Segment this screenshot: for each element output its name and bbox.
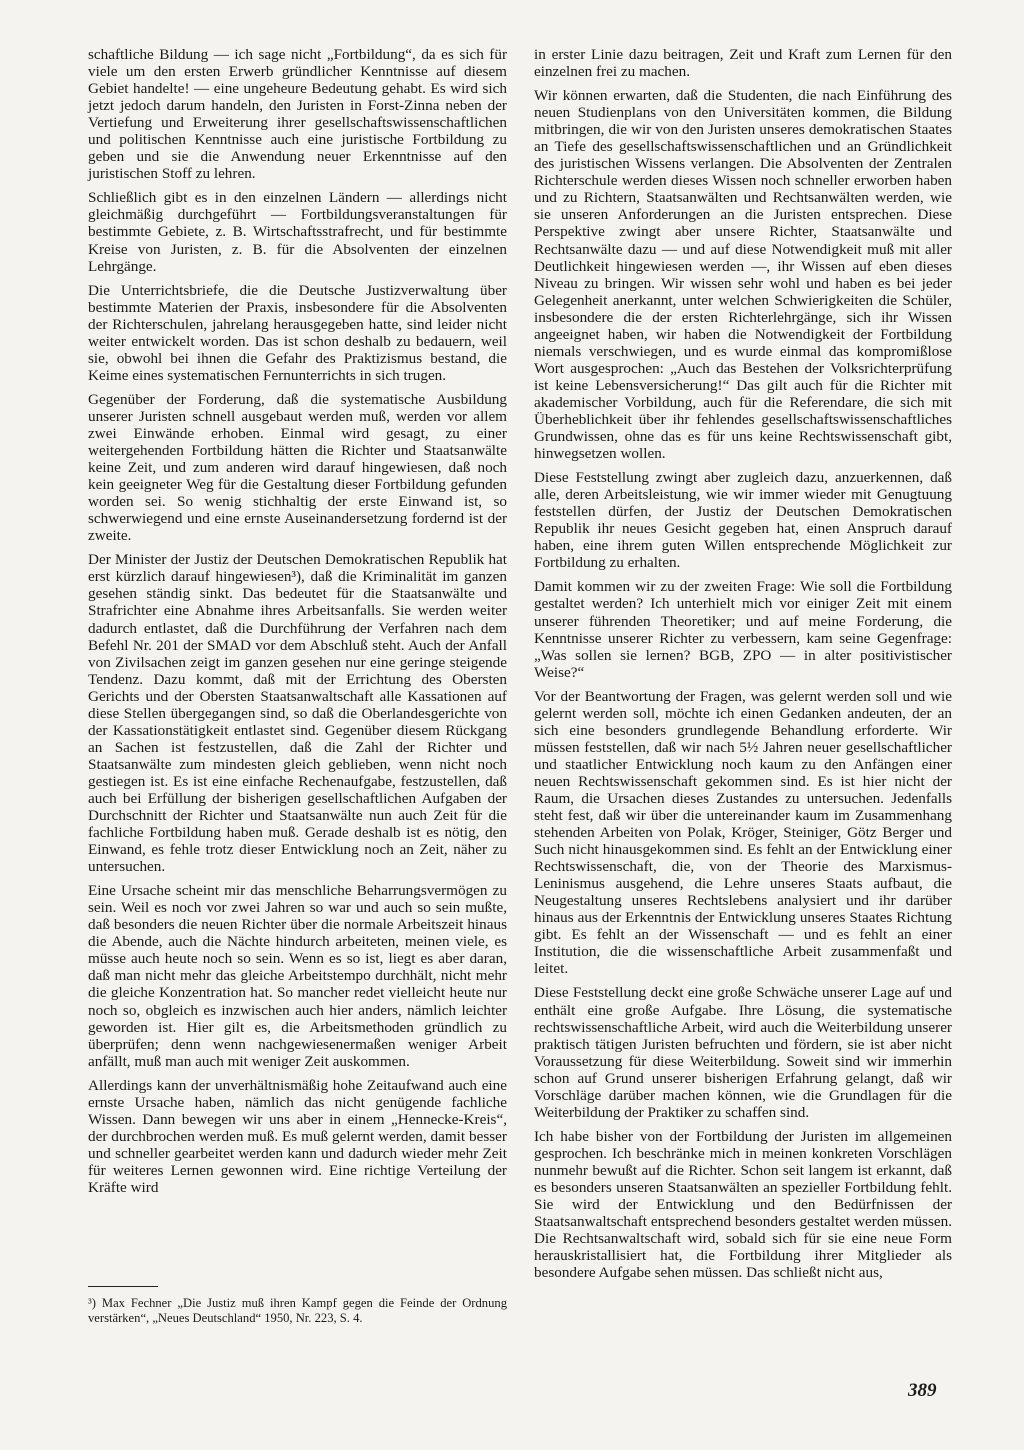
paragraph: Vor der Beantwortung der Fragen, was gelernt werden soll und wie gelernt werden soll, möchte ich einen Gedanken andeuten, der an sich eine besonders grundlegende Behandlung erforderte. Wir müssen feststellen, daß wir nach 5½ Jahren neuer gesellschaftlicher und staatlicher Entwicklung noch kaum zu den Anfängen einer neuen Rechtswissenschaft gekommen sind. Es ist hier nicht der Raum, die Ursachen dieses Zustandes zu untersuchen. Jedenfalls steht fest, daß wir über die untereinander kaum im Zusammenhang stehenden Arbeiten von Polak, Kröger, Steiniger, Götz Berger und Such nicht hinausgekommen sind. Es fehlt an der Entwicklung einer Rechtswissenschaft, die, von der Theorie des Marxismus-Leninismus ausgehend, die Lehre unseres Staats aufbaut, die Neugestaltung unseres Rechtslebens analysiert und ihr darüber hinaus aus der Erkenntnis der Entwicklung unseres Staates Richtung gibt. Es fehlt an der Wissenschaft — und es fehlt an einer Institution, die die wissenschaftliche Arbeit zusammenfaßt und leitet. (534, 687, 952, 978)
paragraph: in erster Linie dazu beitragen, Zeit und Kraft zum Lernen für den einzelnen frei zu machen. (534, 46, 952, 81)
paragraph: Diese Feststellung deckt eine große Schwäche unserer Lage auf und enthält eine große Aufgabe. Ihre Lösung, die systematische rechtswissenschaftliche Arbeit, wird auch die Weiterbildung unserer praktisch tätigen Juristen befruchten und fördern, sie ist aber nicht Voraussetzung für diese Weiterbildung. Soweit sind wir immerhin schon auf Grund unserer bisherigen Erfahrung gelangt, daß wir Vorschläge darüber machen können, wie die Grundlagen für die Weiterbildung der Praktiker zu schaffen sind. (534, 984, 952, 1121)
paragraph: Die Unterrichtsbriefe, die die Deutsche Justizverwaltung über bestimmte Materien der Praxis, insbesondere für die Absolventen der Richterschulen, jahrelang herausgegeben hatte, sind leider nicht weiter entwickelt worden. Das ist schon deshalb zu bedauern, weil sie, obwohl bei ihnen die Gefahr des Praktizismus bestand, die Keime eines systematischen Fernunterrichts in sich trugen. (88, 281, 507, 384)
paragraph: Eine Ursache scheint mir das menschliche Beharrungsvermögen zu sein. Weil es noch vor zwei Jahren so war und auch so sein mußte, daß besonders die neuen Richter über die normale Arbeitszeit hinaus die Abende, auch die Nächte hindurch arbeiteten, meinen viele, es müsse auch heute noch so sein. Wenn es so ist, liegt es aber daran, daß man nicht mehr das gleiche Arbeitstempo durchhält, nicht mehr die gleiche Konzentration hat. So mancher redet vielleicht heute nur noch so, obgleich es inzwischen auch hier anders, nämlich leichter geworden ist. Hier gilt es, die Arbeitsmethoden gründlich zu überprüfen; denn wenn nachgewiesenermaßen weniger Arbeit anfällt, muß man auch mit weniger Zeit auskommen. (88, 882, 507, 1070)
page-number: 389 (908, 1380, 937, 1401)
paragraph: Ich habe bisher von der Fortbildung der Juristen im allgemeinen gesprochen. Ich beschränke mich in meinen konkreten Vorschlägen nunmehr bewußt auf die Richter. Schon seit langem ist erkannt, daß es besonders unseren Staatsanwälten an spezieller Fortbildung fehlt. Sie wird der Entwicklung und den Bedürfnissen der Staatsanwaltschaft entsprechend besonders gestaltet werden müssen. Die Rechtsanwaltschaft wird, sobald sich für sie eine neue Form herauskristallisiert hat, die Fortbildung ihrer Mitglieder als besondere Aufgabe sehen müssen. Das schließt nicht aus, (534, 1127, 952, 1282)
paragraph: Damit kommen wir zu der zweiten Frage: Wie soll die Fortbildung gestaltet werden? Ich unterhielt mich vor einiger Zeit mit einem unserer führenden Theoretiker; und auf meine Forderung, die Kenntnisse unserer Richter zu verbessern, kam seine Gegenfrage: „Was sollen sie lernen? BGB, ZPO — in alter positivistischer Weise?“ (534, 578, 952, 681)
paragraph: Diese Feststellung zwingt aber zugleich dazu, anzuerkennen, daß alle, deren Arbeitsleistung, wie wir immer wieder mit Genugtuung feststellen dürfen, der Justiz der Deutschen Demokratischen Republik ihr neues Gesicht gegeben hat, einen Anspruch darauf haben, eine ihrem guten Willen entsprechende Möglichkeit zur Fortbildung zu erhalten. (534, 469, 952, 572)
paragraph: schaftliche Bildung — ich sage nicht „Fortbildung“, da es sich für viele um den ersten Erwerb gründlicher Kenntnisse auf diesem Gebiet handelte! — eine ungeheure Bedeutung gehabt. Es wird sich jetzt jedoch darum handeln, den Juristen in Forst-Zinna neben der Vertiefung und Erweiterung ihrer gesellschaftswissenschaftlichen und politischen Kenntnisse auch eine juristische Fortbildung zu geben und sie die Anwendung neuer Erkenntnisse auf den juristischen Stoff zu lehren. (88, 46, 507, 183)
paragraph: Wir können erwarten, daß die Studenten, die nach Einführung des neuen Studienplans von den Universitäten kommen, die Bildung mitbringen, die wir von den Juristen unseres demokratischen Staates an Tiefe des gesellschaftswissenschaftlichen und an Gründlichkeit des juristischen Wissens verlangen. Die Absolventen der Zentralen Richterschule werden dieses Wissen noch schneller erworben haben und zu Richtern, Staatsanwälten und Rechtsanwälten werden, wie sie unseren Anforderungen an die Juristen entsprechen. Diese Perspektive zwingt aber unsere Richter, Staatsanwälte und Rechtsanwälte dazu — und auf diese Notwendigkeit muß mit aller Deutlichkeit hingewiesen werden —, ihr Wissen auf eben dieses Niveau zu bringen. Wir wissen sehr wohl und haben es bei jeder Gelegenheit anerkannt, unter welchen Schwierigkeiten die Schüler, insbesondere die der ersten Richterlehrgänge, sich ihr Wissen angeeignet haben, wir haben die Notwendigkeit der Fortbildung niemals verschwiegen, und es wurde einmal das kompromißlose Wort ausgesprochen: „Auch das Bestehen der Volksrichterprüfung ist keine Lebensversicherung!“ Das gilt auch für die Richter mit akademischer Vorbildung, auch für die Referendare, die sich mit Überheblichkeit über ihr fehlendes gesellschaftswissenschaftliches Grundwissen, ohne das es für uns keine Rechtswissenschaft gibt, hinwegsetzen wollen. (534, 87, 952, 463)
footnote: ³) Max Fechner „Die Justiz muß ihren Kampf gegen die Feinde der Ordnung verstärken“, „Neues Deutschland“ 1950, Nr. 223, S. 4. (88, 1296, 507, 1326)
left-text-column (88, 46, 507, 1203)
paragraph: Der Minister der Justiz der Deutschen Demokratischen Republik hat erst kürzlich darauf hingewiesen³), daß die Kriminalität im ganzen gesehen ständig sinkt. Das bedeutet für die Staatsanwälte und Strafrichter eine Abnahme ihres Arbeitsanfalls. Sie werden weiter dadurch entlastet, daß die Durchführung der Verfahren nach dem Befehl Nr. 201 der SMAD vor dem Abschluß steht. Auch der Anfall von Zivilsachen zeigt im ganzen gesehen nur eine geringe steigende Tendenz. Dazu kommt, daß mit der Errichtung des Obersten Gerichts und der Obersten Staatsanwaltschaft alle Kassationen auf diese Stellen übergegangen sind, so daß die Oberlandesgerichte von der Kassationstätigkeit entlastet sind. Gegenüber diesem Rückgang an Sachen ist festzustellen, daß die Zahl der Richter und Staatsanwälte zum mindesten gleich geblieben, wenn nicht noch gestiegen ist. Es ist eine einfache Rechenaufgabe, festzustellen, daß auch bei Erfüllung der bisherigen gesellschaftlichen Aufgaben der Durchschnitt der Richter und Staatsanwälte nun auch Zeit für die fachliche Fortbildung haben muß. Gerade deshalb ist es nötig, den Einwand, es fehle trotz dieser Entwicklung noch an Zeit, näher zu untersuchen. (88, 551, 507, 876)
paragraph: Allerdings kann der unverhältnismäßig hohe Zeitaufwand auch eine ernste Ursache haben, nämlich das nicht genügende fachliche Wissen. Dann bewegen wir uns aber in einem „Hennecke-Kreis“, der durchbrochen werden muß. Es muß gelernt werden, damit besser und schneller gearbeitet werden kann und dadurch wieder mehr Zeit für weiteres Lernen gewonnen wird. Eine richtige Verteilung der Kräfte wird (88, 1076, 507, 1196)
paragraph: Schließlich gibt es in den einzelnen Ländern — allerdings nicht gleichmäßig durchgeführt — Fortbildungsveranstaltungen für bestimmte Gebiete, z. B. Wirtschaftsstrafrecht, und für bestimmte Kreise von Juristen, z. B. für die Absolventen der einzelnen Lehrgänge. (88, 189, 507, 275)
footnote-separator (88, 1286, 158, 1287)
paragraph: Gegenüber der Forderung, daß die systematische Ausbildung unserer Juristen schnell ausgebaut werden muß, werden vor allem zwei Einwände erhoben. Einmal wird gesagt, zu einer weitergehenden Fortbildung hätten die Richter und Staatsanwälte keine Zeit, und zum anderen wird darauf hingewiesen, daß noch kein geeigneter Weg für die Gestaltung dieser Fortbildung gefunden worden sei. So wenig stichhaltig der erste Einwand ist, so schwerwiegend und eine ernste Auseinandersetzung fordernd ist der zweite. (88, 390, 507, 545)
right-text-column (534, 46, 952, 1288)
